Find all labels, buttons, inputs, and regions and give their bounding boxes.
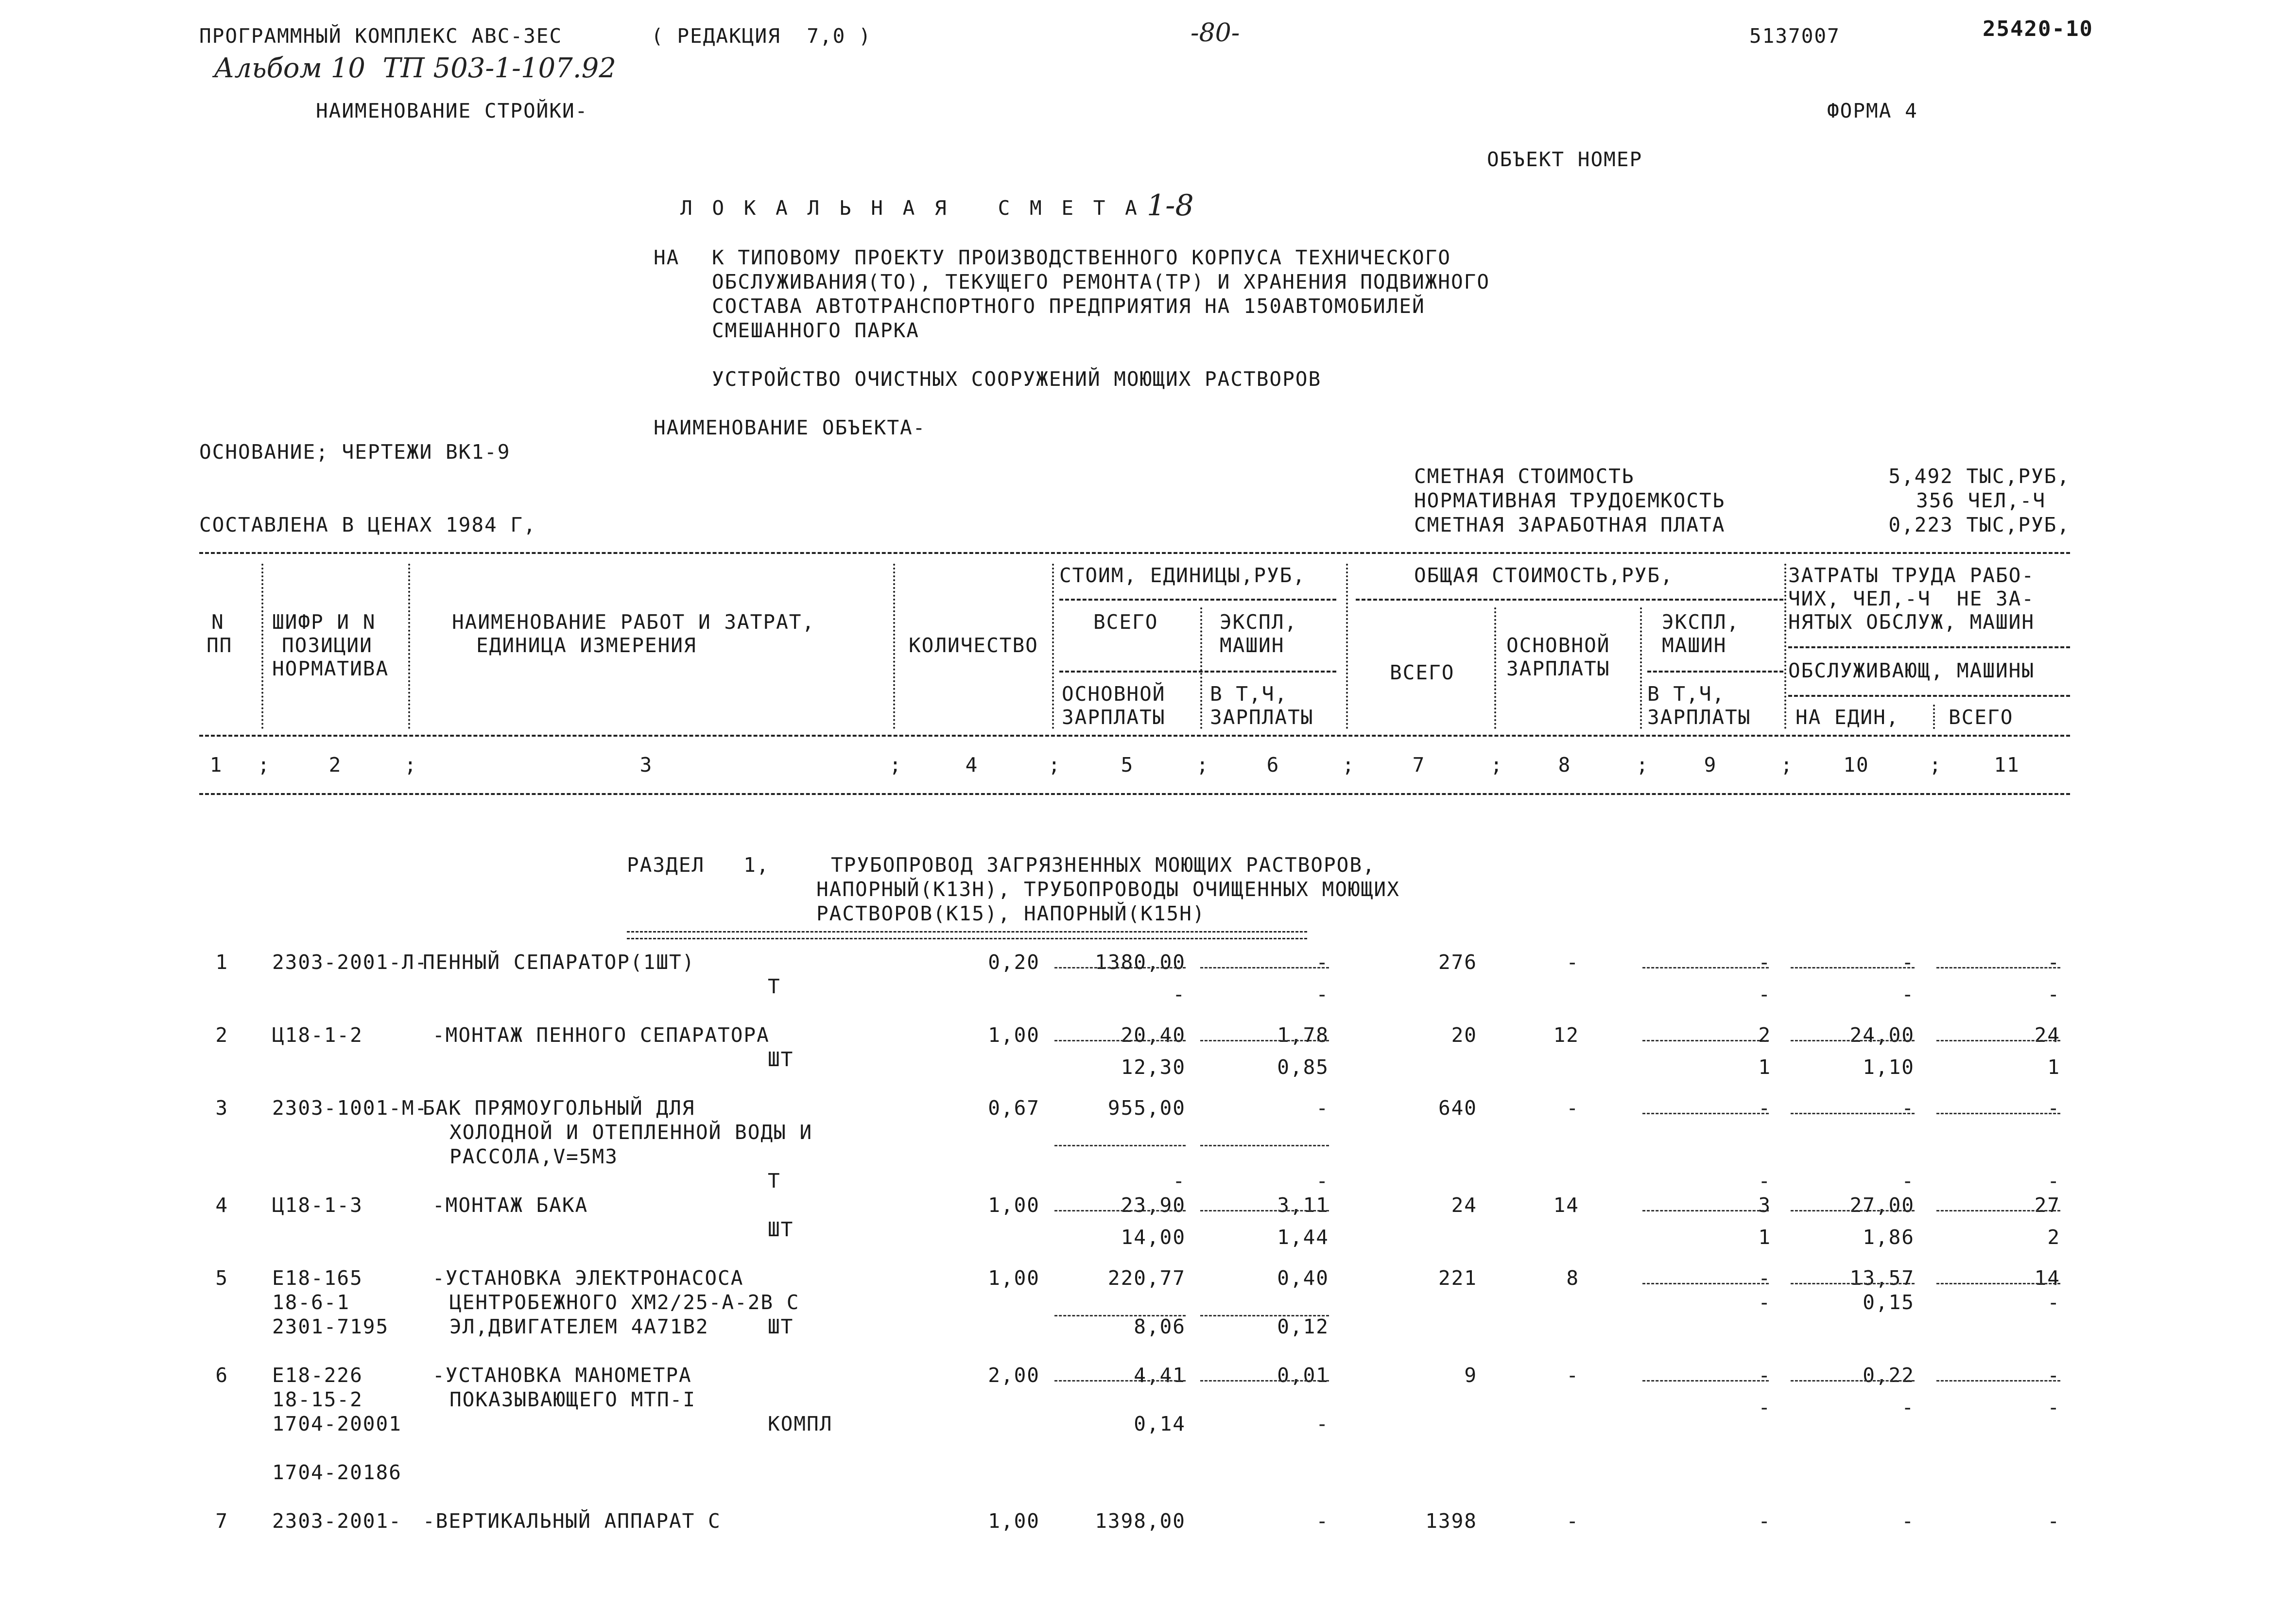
object-number: ОБЪЕКТ НОМЕР [1487, 148, 1643, 171]
row-code: 18-15-2 [272, 1388, 363, 1411]
section-underline [627, 931, 1307, 933]
row-service-unit: - [1901, 1169, 1915, 1192]
row-unit-total: 20,40 [1121, 1023, 1186, 1047]
row-service-total: - [2047, 1291, 2060, 1314]
row-unit-machines: 0,40 [1277, 1266, 1329, 1290]
row-service-total: 2 [2047, 1226, 2060, 1249]
row-total-machine-wages: - [1758, 983, 1771, 1006]
cell-rule [1936, 1040, 2060, 1041]
unit-cost-sub-rule [1059, 671, 1336, 673]
col6-head-2: МАШИН [1220, 634, 1285, 657]
row-code: 2303-2001- [272, 1509, 402, 1533]
row-number: 4 [215, 1193, 228, 1217]
row-number: 2 [215, 1023, 228, 1047]
col-sep [261, 564, 263, 729]
col1-head-1: N [211, 610, 224, 634]
col4-head: КОЛИЧЕСТВО [909, 634, 1038, 657]
row-total-wages: - [1566, 950, 1579, 974]
col8-head-2: ЗАРПЛАТЫ [1506, 657, 1610, 680]
col6-head-b2: ЗАРПЛАТЫ [1210, 706, 1314, 729]
col9-head-b1: В Т,Ч, [1647, 682, 1726, 706]
row-number: 1 [215, 950, 228, 974]
row-name: ЦЕНТРОБЕЖНОГО ХМ2/25-А-2В С [449, 1291, 800, 1314]
row-quantity: 0,67 [988, 1096, 1040, 1120]
col-number-sep: ; [1048, 753, 1060, 777]
col-number: 10 [1843, 753, 1869, 777]
on-label: НА [654, 246, 680, 269]
row-total-machines: - [1758, 1096, 1771, 1120]
col-sep [1052, 564, 1054, 729]
cell-rule [1936, 1283, 2060, 1284]
cell-rule [1791, 1380, 1915, 1382]
row-labor-total: - [2047, 1096, 2060, 1120]
row-code: 1704-20001 [272, 1412, 402, 1435]
row-number: 6 [215, 1364, 228, 1387]
col-number-sep: ; [1929, 753, 1941, 777]
row-name: -УСТАНОВКА МАНОМЕТРА [432, 1364, 692, 1387]
col9-head-1: ЭКСПЛ, [1662, 610, 1740, 634]
cell-rule [1791, 1283, 1915, 1284]
row-unit-total: 1398,00 [1095, 1509, 1186, 1533]
col2-head-1: ШИФР И N [272, 610, 376, 634]
cell-rule [1054, 967, 1186, 968]
row-quantity: 1,00 [988, 1266, 1040, 1290]
col-sep [893, 564, 895, 729]
project-line-4: СМЕШАННОГО ПАРКА [712, 319, 919, 342]
summary-label-2: НОРМАТИВНАЯ ТРУДОЕМКОСТЬ [1414, 489, 1726, 512]
row-unit-wages: - [1173, 983, 1186, 1006]
summary-label-1: СМЕТНАЯ СТОИМОСТЬ [1414, 465, 1635, 488]
col7-head: ВСЕГО [1390, 661, 1455, 684]
row-total-machines: 2 [1758, 1023, 1771, 1047]
row-name: ЭЛ,ДВИГАТЕЛЕМ 4А71В2 [449, 1315, 709, 1338]
row-unit-machines: 1,78 [1277, 1023, 1329, 1047]
row-service-unit: 1,86 [1863, 1226, 1915, 1249]
total-cost-rule [1356, 599, 1783, 601]
col-number: 1 [209, 753, 223, 777]
cell-rule [1054, 1210, 1186, 1211]
row-unit-machines: - [1316, 1509, 1329, 1533]
col-number: 5 [1121, 753, 1134, 777]
col-number: 8 [1558, 753, 1571, 777]
row-labor-total: - [2047, 950, 2060, 974]
row-quantity: 2,00 [988, 1364, 1040, 1387]
row-total-machines: 3 [1758, 1193, 1771, 1217]
row-labor-unit: - [1901, 1096, 1915, 1120]
col8-head-1: ОСНОВНОЙ [1506, 634, 1610, 657]
col3-head-1: НАИМЕНОВАНИЕ РАБОТ И ЗАТРАТ, [452, 610, 815, 634]
col-number-sep: ; [1342, 753, 1354, 777]
work-title: УСТРОЙСТВО ОЧИСТНЫХ СООРУЖЕНИЙ МОЮЩИХ РАСТВОРОВ [712, 367, 1322, 391]
cell-rule [1642, 1380, 1769, 1382]
machine-sub-rule [1647, 671, 1783, 673]
cell-rule [1791, 967, 1915, 968]
row-unit: ШТ [768, 1218, 794, 1241]
col-number-sep: ; [1490, 753, 1502, 777]
cell-rule [1791, 1210, 1915, 1211]
row-unit: ШТ [768, 1315, 794, 1338]
row-code: Ц18-1-2 [272, 1023, 363, 1047]
section-line-3: РАСТВОРОВ(К15), НАПОРНЫЙ(К15Н) [816, 902, 1206, 925]
row-unit-wages: 0,14 [1134, 1412, 1186, 1435]
row-name: БАК ПРЯМОУГОЛЬНЫЙ ДЛЯ [423, 1096, 695, 1120]
cell-rule [1936, 1380, 2060, 1382]
col-number: 2 [328, 753, 342, 777]
col6-head-b1: В Т,Ч, [1210, 682, 1288, 706]
row-service-unit: 0,15 [1863, 1291, 1915, 1314]
col11-head: ВСЕГО [1949, 706, 2014, 729]
row-total-wages: - [1566, 1364, 1579, 1387]
col-number: 9 [1704, 753, 1717, 777]
cell-rule [1642, 1040, 1769, 1041]
col-number: 3 [639, 753, 653, 777]
edition: ( РЕДАКЦИЯ 7,0 ) [651, 24, 872, 48]
cell-rule [1642, 1283, 1769, 1284]
row-labor-total: 24 [2034, 1023, 2060, 1047]
col5-head: ВСЕГО [1093, 610, 1158, 634]
row-total-wages: - [1566, 1096, 1579, 1120]
row-code: Е18-226 [272, 1364, 363, 1387]
row-total-machine-wages: - [1758, 1169, 1771, 1192]
row-unit-machines: - [1316, 950, 1329, 974]
row-total-wages: 8 [1566, 1266, 1579, 1290]
summary-value-3: 0,223 ТЫС,РУБ, [1888, 513, 2070, 536]
col9-head-b2: ЗАРПЛАТЫ [1647, 706, 1751, 729]
row-total: 20 [1451, 1023, 1477, 1047]
cell-rule [1642, 967, 1769, 968]
col-number: 7 [1412, 753, 1426, 777]
row-number: 7 [215, 1509, 228, 1533]
cell-rule [1936, 967, 2060, 968]
project-line-2: ОБСЛУЖИВАНИЯ(ТО), ТЕКУЩЕГО РЕМОНТА(ТР) И ХРАНЕНИЯ ПОДВИЖНОГО [712, 270, 1490, 294]
basis: ОСНОВАНИЕ; ЧЕРТЕЖИ ВК1-9 [199, 440, 511, 464]
col3-head-2: ЕДИНИЦА ИЗМЕРЕНИЯ [476, 634, 697, 657]
labor-sub-rule [1788, 646, 2070, 648]
row-total-wages: - [1566, 1509, 1579, 1533]
col-number: 6 [1266, 753, 1280, 777]
section-label: РАЗДЕЛ 1, [627, 853, 770, 877]
col2-head-2: ПОЗИЦИИ [282, 634, 373, 657]
prices-note: СОСТАВЛЕНА В ЦЕНАХ 1984 Г, [199, 513, 536, 536]
row-code: Ц18-1-3 [272, 1193, 363, 1217]
labor-heading-3: НЯТЫХ ОБСЛУЖ, МАШИН [1788, 610, 2035, 634]
unit-cost-heading: СТОИМ, ЕДИНИЦЫ,РУБ, [1059, 564, 1306, 587]
row-total-wages: 12 [1553, 1023, 1579, 1047]
row-labor-total: - [2047, 1364, 2060, 1387]
col-number: 4 [965, 753, 979, 777]
object-name: НАИМЕНОВАНИЕ ОБЪЕКТА- [654, 416, 926, 439]
cell-rule [1054, 1380, 1186, 1382]
row-total: 9 [1464, 1364, 1477, 1387]
row-unit-machine-wages: 0,85 [1277, 1055, 1329, 1079]
col-sep [1640, 607, 1642, 729]
row-total: 276 [1438, 950, 1477, 974]
col-number: 11 [1994, 753, 2020, 777]
row-unit-machines: 0,01 [1277, 1364, 1329, 1387]
summary-value-2: 356 ЧЕЛ,-Ч [1916, 489, 2046, 512]
row-unit-total: 220,77 [1107, 1266, 1186, 1290]
row-service-unit: - [1901, 1396, 1915, 1419]
row-unit-total: 4,41 [1134, 1364, 1186, 1387]
row-code: 2303-2001-Л- [272, 950, 428, 974]
cell-rule [1936, 1113, 2060, 1114]
code: 5137007 [1749, 24, 1840, 48]
row-unit-wages: 12,30 [1121, 1055, 1186, 1079]
row-labor-total: 27 [2034, 1193, 2060, 1217]
col-number-sep: ; [1196, 753, 1208, 777]
row-total-machine-wages: - [1758, 1291, 1771, 1314]
col-sep [1346, 564, 1348, 729]
col-sep [1933, 705, 1935, 729]
row-total-machine-wages: - [1758, 1396, 1771, 1419]
cell-rule [1791, 1113, 1915, 1114]
row-name: -УСТАНОВКА ЭЛЕКТРОНАСОСА [432, 1266, 744, 1290]
row-unit-total: 955,00 [1107, 1096, 1186, 1120]
row-unit-machine-wages: 1,44 [1277, 1226, 1329, 1249]
row-quantity: 0,20 [988, 950, 1040, 974]
row-unit: ШТ [768, 1048, 794, 1071]
form-label: ФОРМА 4 [1827, 99, 1918, 122]
row-code: 18-6-1 [272, 1291, 350, 1314]
section-line-2: НАПОРНЫЙ(К13Н), ТРУБОПРОВОДЫ ОЧИЩЕННЫХ МОЮЩИХ [816, 878, 1400, 901]
row-unit-wages: - [1173, 1169, 1186, 1192]
row-unit-total: 23,90 [1121, 1193, 1186, 1217]
row-total-machines: - [1758, 1266, 1771, 1290]
cell-rule [1200, 1040, 1329, 1041]
cell-rule [1200, 1380, 1329, 1382]
construction-name: НАИМЕНОВАНИЕ СТРОЙКИ- [316, 99, 588, 122]
header-bottom-rule [199, 793, 2070, 795]
row-quantity: 1,00 [988, 1509, 1040, 1533]
cell-rule [1054, 1040, 1186, 1041]
col-number-sep: ; [889, 753, 901, 777]
summary-label-3: СМЕТНАЯ ЗАРАБОТНАЯ ПЛАТА [1414, 513, 1726, 536]
row-labor-total: 14 [2034, 1266, 2060, 1290]
row-total-machines: - [1758, 950, 1771, 974]
row-unit-wages: 8,06 [1134, 1315, 1186, 1338]
row-service-total: - [2047, 1169, 2060, 1192]
row-labor-unit: - [1901, 950, 1915, 974]
row-unit: Т [768, 1169, 781, 1192]
row-total: 1398 [1425, 1509, 1477, 1533]
row-service-total: - [2047, 983, 2060, 1006]
row-total: 221 [1438, 1266, 1477, 1290]
row-labor-unit: 13,57 [1849, 1266, 1915, 1290]
row-labor-total: - [2047, 1509, 2060, 1533]
col-number-sep: ; [258, 753, 270, 777]
row-unit-machine-wages: 0,12 [1277, 1315, 1329, 1338]
row-number: 3 [215, 1096, 228, 1120]
col6-head-1: ЭКСПЛ, [1220, 610, 1298, 634]
section-line-1: ТРУБОПРОВОД ЗАГРЯЗНЕННЫХ МОЮЩИХ РАСТВОРОВ, [831, 853, 1376, 877]
row-unit-machine-wages: - [1316, 1169, 1329, 1192]
unit-cost-rule [1059, 599, 1336, 601]
labor-sub-rule-2 [1788, 695, 2070, 697]
col-number-sep: ; [404, 753, 416, 777]
col-number-sep: ; [1636, 753, 1648, 777]
project-line-3: СОСТАВА АВТОТРАНСПОРТНОГО ПРЕДПРИЯТИЯ НА 150АВТОМОБИЛЕЙ [712, 294, 1425, 318]
program-name: ПРОГРАММНЫЙ КОМПЛЕКС АВС-3ЕС [199, 24, 563, 48]
row-unit-wages: 14,00 [1121, 1226, 1186, 1249]
row-name: -МОНТАЖ ПЕННОГО СЕПАРАТОРА [432, 1023, 770, 1047]
row-unit-total: 1380,00 [1095, 950, 1186, 974]
row-total-wages: 14 [1553, 1193, 1579, 1217]
row-name: ХОЛОДНОЙ И ОТЕПЛЕННОЙ ВОДЫ И [449, 1121, 813, 1144]
col2-head-3: НОРМАТИВА [272, 657, 389, 680]
col-number-sep: ; [1780, 753, 1793, 777]
row-total-machine-wages: 1 [1758, 1055, 1771, 1079]
cell-rule [1642, 1210, 1769, 1211]
page-number: -80- [1191, 18, 1240, 48]
row-name: ПЕННЫЙ СЕПАРАТОР(1ШТ) [423, 950, 695, 974]
row-unit-machines: 3,11 [1277, 1193, 1329, 1217]
row-name: ПОКАЗЫВАЮЩЕГО МТП-I [449, 1388, 696, 1411]
row-name: -ВЕРТИКАЛЬНЫЙ АППАРАТ С [423, 1509, 721, 1533]
cell-rule [1791, 1040, 1915, 1041]
summary-value-1: 5,492 ТЫС,РУБ, [1888, 465, 2070, 488]
estimate-number: 1-8 [1147, 189, 1194, 223]
section-underline [627, 938, 1307, 939]
cell-rule [1200, 1210, 1329, 1211]
row-labor-unit: 24,00 [1849, 1023, 1915, 1047]
col9-head-2: МАШИН [1662, 634, 1727, 657]
row-code: 2301-7195 [272, 1315, 389, 1338]
row-total-machines: - [1758, 1509, 1771, 1533]
row-name: РАССОЛА,V=5М3 [449, 1145, 618, 1168]
row-code: 2303-1001-М- [272, 1096, 428, 1120]
row-service-unit: 1,10 [1863, 1055, 1915, 1079]
row-code: 1704-20186 [272, 1461, 402, 1484]
row-code: Е18-165 [272, 1266, 363, 1290]
header-mid-rule [199, 735, 2070, 737]
labor-heading-2: ЧИХ, ЧЕЛ,-Ч НЕ ЗА- [1788, 587, 2035, 610]
doc-number: 25420-10 [1983, 17, 2093, 41]
col1-head-2: ПП [207, 634, 233, 657]
col-sep [1784, 564, 1786, 729]
col5-head-b1: ОСНОВНОЙ [1062, 682, 1166, 706]
row-number: 5 [215, 1266, 228, 1290]
row-service-total: - [2047, 1396, 2060, 1419]
cell-rule [1936, 1210, 2060, 1211]
labor-heading-1: ЗАТРАТЫ ТРУДА РАБО- [1788, 564, 2035, 587]
row-unit-machines: - [1316, 1096, 1329, 1120]
row-unit: КОМПЛ [768, 1412, 833, 1435]
row-name: -МОНТАЖ БАКА [432, 1193, 588, 1217]
cell-rule [1054, 1145, 1186, 1146]
col-sep [408, 564, 410, 729]
cell-rule [1200, 967, 1329, 968]
estimate-title: Л О К А Л Ь Н А Я С М Е Т А [680, 196, 1141, 220]
header-top-rule [199, 552, 2070, 554]
row-labor-unit: 0,22 [1863, 1364, 1915, 1387]
col5-head-b2: ЗАРПЛАТЫ [1062, 706, 1166, 729]
row-unit: Т [768, 975, 781, 998]
row-total: 24 [1451, 1193, 1477, 1217]
row-labor-unit: - [1901, 1509, 1915, 1533]
row-unit-machine-wages: - [1316, 983, 1329, 1006]
col10-head: НА ЕДИН, [1795, 706, 1899, 729]
labor-service-head: ОБСЛУЖИВАЮЩ, МАШИНЫ [1788, 659, 2035, 682]
row-service-total: 1 [2047, 1055, 2060, 1079]
row-total-machines: - [1758, 1364, 1771, 1387]
cell-rule [1200, 1145, 1329, 1146]
row-quantity: 1,00 [988, 1193, 1040, 1217]
col-sep [1200, 607, 1202, 729]
row-unit-machine-wages: - [1316, 1412, 1329, 1435]
row-total-machine-wages: 1 [1758, 1226, 1771, 1249]
col-sep [1494, 607, 1496, 729]
cell-rule [1642, 1113, 1769, 1114]
row-labor-unit: 27,00 [1849, 1193, 1915, 1217]
total-cost-heading: ОБЩАЯ СТОИМОСТЬ,РУБ, [1414, 564, 1674, 587]
row-total: 640 [1438, 1096, 1477, 1120]
row-service-unit: - [1901, 983, 1915, 1006]
album-note: Альбом 10 ТП 503-1-107.92 [214, 52, 616, 84]
project-line-1: К ТИПОВОМУ ПРОЕКТУ ПРОИЗВОДСТВЕННОГО КОРПУСА ТЕХНИЧЕСКОГО [712, 246, 1451, 269]
row-quantity: 1,00 [988, 1023, 1040, 1047]
